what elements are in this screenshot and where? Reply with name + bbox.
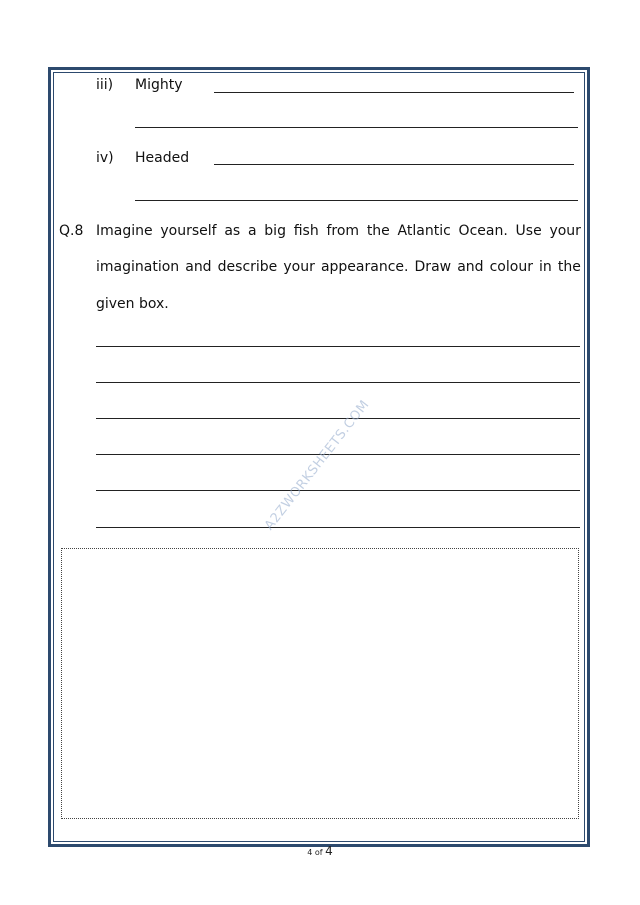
answer-line[interactable]: [135, 127, 578, 128]
question-word: from: [326, 223, 360, 239]
answer-line[interactable]: [214, 164, 574, 165]
question-word: appearance.: [320, 259, 409, 275]
question-word: describe: [217, 259, 278, 275]
page-number-total: 4: [325, 844, 333, 858]
writing-line[interactable]: [96, 346, 580, 347]
question-word: and: [457, 259, 484, 275]
question-line-2: [96, 258, 581, 276]
watermark-text: A2ZWORKSHEETS.COM: [262, 397, 373, 534]
writing-line[interactable]: [96, 454, 580, 455]
question-word: Imagine: [96, 223, 153, 239]
page-number: [0, 844, 640, 858]
question-number: Q.8: [59, 223, 84, 239]
question-word: your: [283, 259, 315, 275]
item-word: Mighty: [135, 77, 183, 93]
item-number: iii): [96, 77, 114, 93]
writing-line[interactable]: [96, 382, 580, 383]
writing-line[interactable]: [96, 490, 580, 491]
question-word: big: [264, 223, 286, 239]
answer-line[interactable]: [214, 92, 574, 93]
question-line-3: given box.: [96, 296, 169, 312]
page-number-prefix: 4 of: [307, 848, 326, 857]
question-word: colour: [489, 259, 533, 275]
question-word: fish: [293, 223, 319, 239]
question-word: Use: [515, 223, 542, 239]
question-word: Draw: [414, 259, 452, 275]
item-number: iv): [96, 150, 114, 166]
answer-line[interactable]: [135, 200, 578, 201]
question-word: the: [366, 223, 390, 239]
item-word: Headed: [135, 150, 190, 166]
question-word: as: [224, 223, 241, 239]
question-word: and: [185, 259, 212, 275]
question-word: a: [247, 223, 257, 239]
question-word: Atlantic: [397, 223, 451, 239]
drawing-box[interactable]: [61, 548, 579, 819]
question-word: yourself: [160, 223, 217, 239]
question-word: the: [557, 259, 581, 275]
question-line-1: [96, 222, 581, 240]
writing-line[interactable]: [96, 527, 580, 528]
writing-line[interactable]: [96, 418, 580, 419]
question-word: Ocean.: [458, 223, 508, 239]
question-word: in: [539, 259, 552, 275]
question-word: imagination: [96, 259, 180, 275]
question-word: your: [549, 223, 581, 239]
